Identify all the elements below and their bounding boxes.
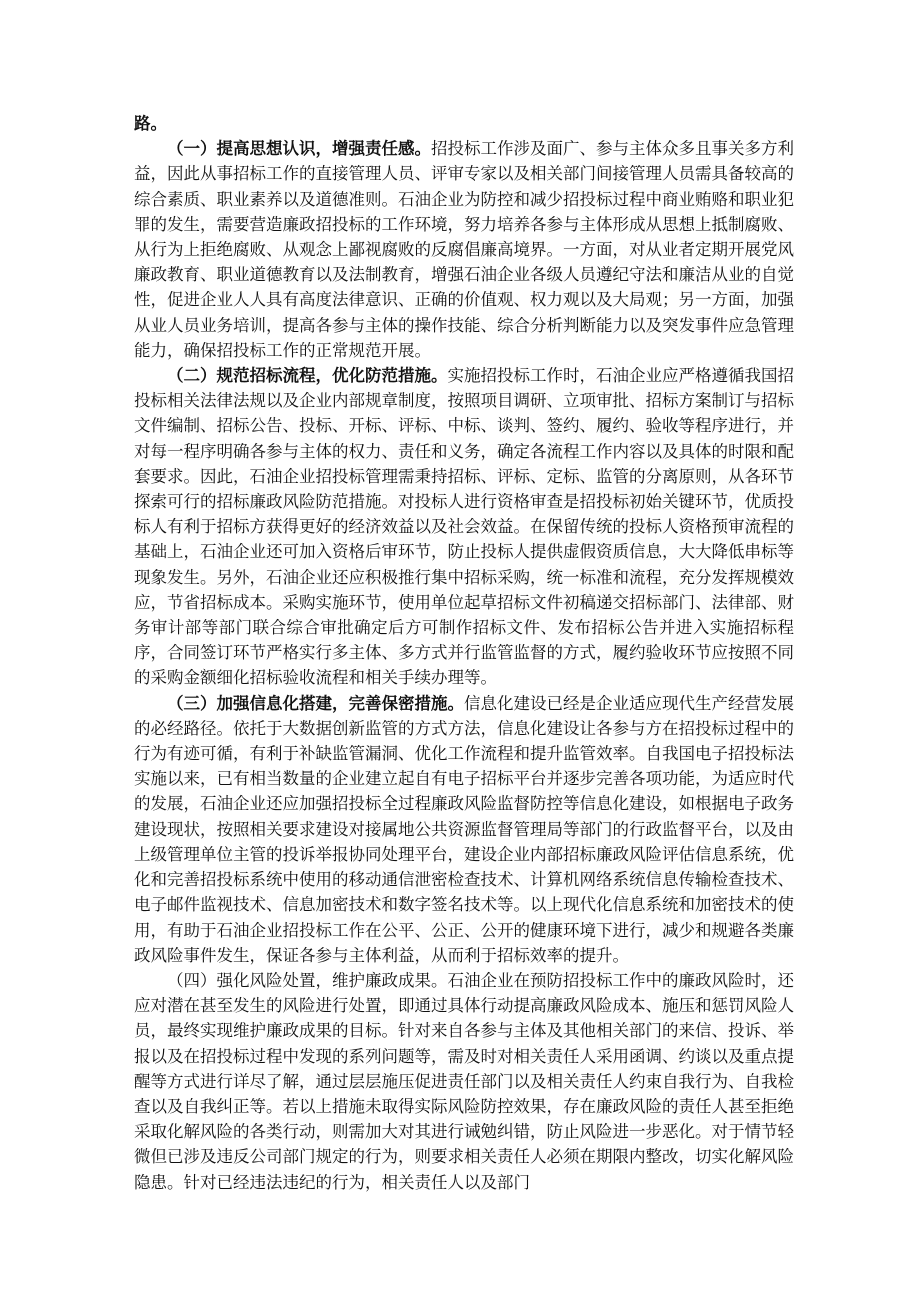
section-2-body: 实施招投标工作时，石油企业应严格遵循我国招投标相关法律法规以及企业内部规章制度，按照项目调研、立项审批、招标方案制订与招标文件编制、招标公告、投标、开标、评标、中标、谈判、签约、履约、验收等程序进行，并对每一程序明确各参与主体的权力、责任和义务，确定各流程工作内容以及具体的时限和配套要求。因此，石油企业招投标管理需秉持招标、评标、定标、监管的分离原则，从各环节探索可行的招标廉政风险防范措施。对投标人进行资格审查是招投标初始关键环节，优质投标人有利于招标方获得更好的经济效益以及社会效益。在保留传统的投标人资格预审流程的基础上，石油企业还可加入资格后审环节，防止投标人提供虚假资质信息，大大降低串标等现象发生。另外，石油企业还应积极推行集中招标采购，统一标准和流程，充分发挥规模效应，节省招标成本。采购实施环节，使用单位起草招标文件初稿递交招标部门、法律部、财务审计部等部门联合综合审批确定后方可制作招标文件、发布招标公告并进入实施招标程序，合同签订环节严格实行多主体、多方式并行监管监督的方式，履约验收环节应按照不同的采购金额细化招标验收流程和相关手续办理等。 [134,366,794,688]
section-2-paragraph [134,363,794,691]
section-1-heading: （一）提高思想认识，增强责任感。 [167,139,431,159]
section-4-paragraph [134,968,794,1195]
section-2-heading: （二）规范招标流程，优化防范措施。 [167,366,448,386]
section-1-paragraph [134,136,794,363]
leading-fragment: 路。 [134,114,167,133]
section-3-heading: （三）加强信息化搭建，完善保密措施。 [167,693,464,713]
section-4-heading: （四）强化风险处置，维护廉政成果。 [167,970,448,990]
document-body [134,111,794,1195]
section-1-body: 招投标工作涉及面广、参与主体众多且事关多方利益，因此从事招标工作的直接管理人员、评审专家以及相关部门间接管理人员需具备较高的综合素质、职业素养以及道德准则。石油企业为防控和减少招投标过程中商业贿赂和职业犯罪的发生，需要营造廉政招投标的工作环境，努力培养各参与主体形成从思想上抵制腐败、从行为上拒绝腐败、从观念上鄙视腐败的反腐倡廉高境界。一方面，对从业者定期开展党风廉政教育、职业道德教育以及法制教育，增强石油企业各级人员遵纪守法和廉洁从业的自觉性，促进企业人人具有高度法律意识、正确的价值观、权力观以及大局观；另一方面，加强从业人员业务培训，提高各参与主体的操作技能、综合分析判断能力以及突发事件应急管理能力，确保招投标工作的正常规范开展。 [134,139,794,360]
section-3-body: 信息化建设已经是企业适应现代生产经营发展的必经路径。依托于大数据创新监管的方式方法，信息化建设让各参与方在招投标过程中的行为有迹可循，有利于补缺监管漏洞、优化工作流程和提升监管效率。自我国电子招投标法实施以来，已有相当数量的企业建立起自有电子招标平台并逐步完善各项功能，为适应时代的发展，石油企业还应加强招投标全过程廉政风险监督防控等信息化建设，如根据电子政务建设现状，按照相关要求建设对接属地公共资源监督管理局等部门的行政监督平台，以及由上级管理单位主管的投诉举报协同处理平台，建设企业内部招标廉政风险评估信息系统，优化和完善招投标系统中使用的移动通信泄密检查技术、计算机网络系统信息传输检查技术、电子邮件监视技术、信息加密技术和数字签名技术等。以上现代化信息系统和加密技术的使用，有助于石油企业招投标工作在公平、公正、公开的健康环境下进行，减少和规避各类廉政风险事件发生，保证各参与主体利益，从而利于招标效率的提升。 [134,693,794,965]
section-3-paragraph [134,691,794,968]
section-4-body: 石油企业在预防招投标工作中的廉政风险时，还应对潜在甚至发生的风险进行处置，即通过具体行动提高廉政风险成本、施压和惩罚风险人员，最终实现维护廉政成果的目标。针对来自各参与主体及其他相关部门的来信、投诉、举报以及在招投标过程中发现的系列问题等，需及时对相关责任人采用函调、约谈以及重点提醒等方式进行详尽了解，通过层层施压促进责任部门以及相关责任人约束自我行为、自我检查以及自我纠正等。若以上措施未取得实际风险防控效果，存在廉政风险的责任人甚至拒绝采取化解风险的各类行动，则需加大对其进行诫勉纠错，防止风险进一步恶化。对于情节轻微但已涉及违反公司部门规定的行为，则要求相关责任人必须在期限内整改，切实化解风险隐患。针对已经违法违纪的行为，相关责任人以及部门 [134,970,794,1192]
